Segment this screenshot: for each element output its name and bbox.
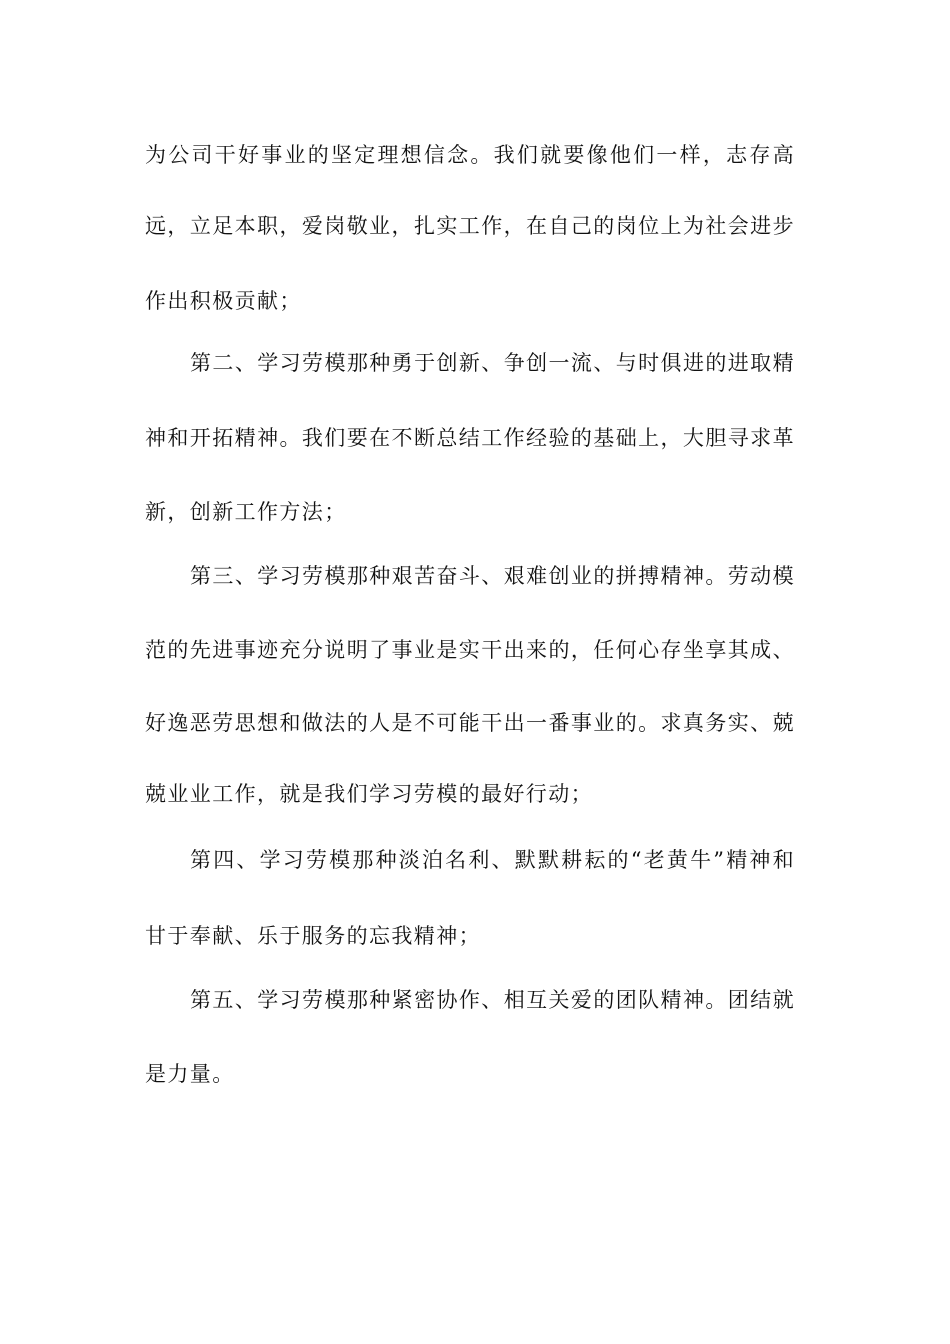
text-line: 新，创新工作方法；: [145, 500, 347, 524]
paragraph-start-line: 第五、学习劳模那种紧密协作、相互关爱的团队精神。团结就: [190, 988, 795, 1012]
text-line: 远，立足本职，爱岗敬业，扎实工作，在自己的岗位上为社会进步: [145, 214, 795, 238]
text-line: 作出积极贡献；: [145, 289, 302, 313]
text-line: 是力量。: [145, 1062, 235, 1086]
text-line: 兢业业工作，就是我们学习劳模的最好行动；: [145, 782, 593, 806]
text-line: 好逸恶劳思想和做法的人是不可能干出一番事业的。求真务实、兢: [145, 711, 795, 735]
paragraph-start-line: 第二、学习劳模那种勇于创新、争创一流、与时俱进的进取精: [190, 351, 795, 375]
text-line: 为公司干好事业的坚定理想信念。我们就要像他们一样，志存高: [145, 143, 795, 167]
paragraph-start-line: 第四、学习劳模那种淡泊名利、默默耕耘的“老黄牛”精神和: [190, 848, 795, 872]
text-line: 甘于奉献、乐于服务的忘我精神；: [145, 924, 481, 948]
paragraph-start-line: 第三、学习劳模那种艰苦奋斗、艰难创业的拼搏精神。劳动模: [190, 564, 795, 588]
text-line: 范的先进事迹充分说明了事业是实干出来的，任何心存坐享其成、: [145, 638, 795, 662]
text-line: 神和开拓精神。我们要在不断总结工作经验的基础上，大胆寻求革: [145, 426, 795, 450]
